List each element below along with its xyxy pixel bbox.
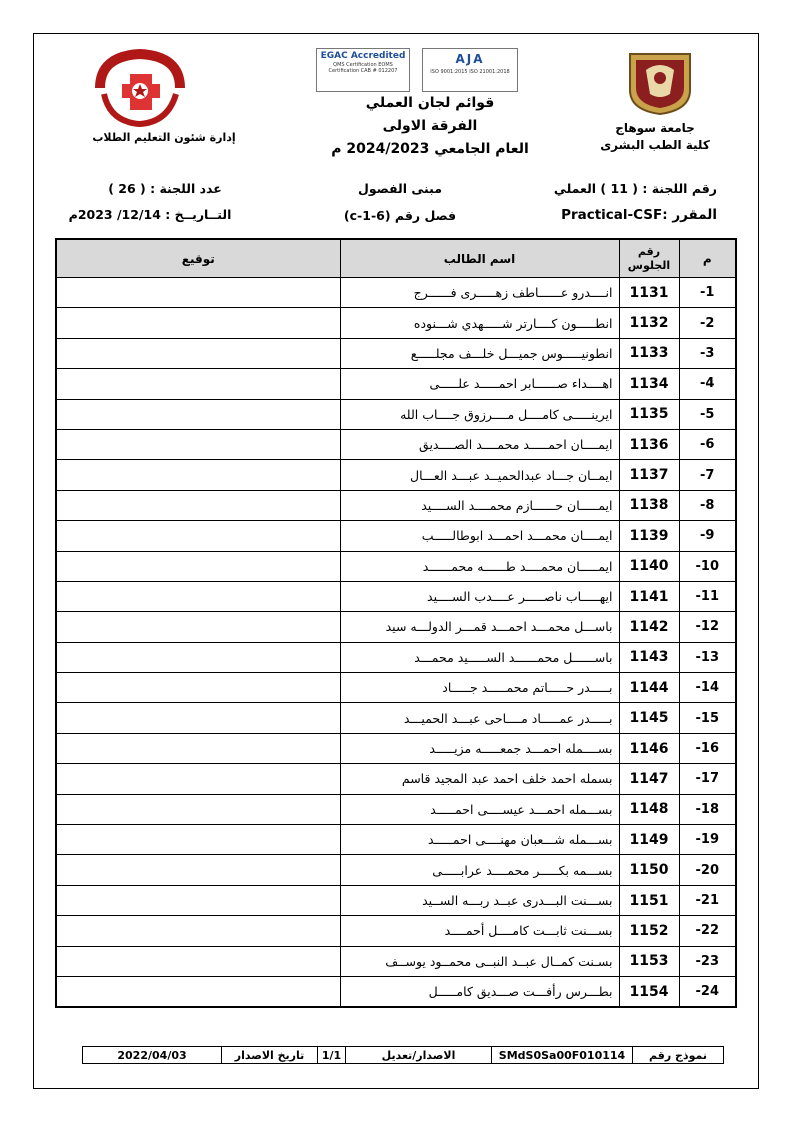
- form-label: نموذج رقم: [632, 1047, 723, 1063]
- signature-cell: [56, 551, 340, 581]
- table-row: [56, 521, 736, 551]
- table-body: [56, 278, 736, 1008]
- student-name: باســـل محمـــد احمـــد قمـــر الدولـــه سيد: [340, 612, 619, 642]
- seat-number: 1143: [619, 642, 679, 672]
- row-index: -4: [679, 369, 736, 399]
- seat-number: 1151: [619, 885, 679, 915]
- signature-cell: [56, 673, 340, 703]
- edition-label: الاصدار/تعديل: [345, 1047, 491, 1063]
- signature-cell: [56, 278, 340, 308]
- seat-number: 1131: [619, 278, 679, 308]
- signature-cell: [56, 460, 340, 490]
- document-title: [300, 92, 560, 161]
- row-index: -10: [679, 551, 736, 581]
- seat-number: 1144: [619, 673, 679, 703]
- seat-number: 1147: [619, 764, 679, 794]
- student-name: بســــمله احمـــد جمعـــــه مزيـــــد: [340, 733, 619, 763]
- student-name: ايمــــان احمـــــد محمــــد الصــــديق: [340, 429, 619, 459]
- table-row: [56, 581, 736, 611]
- form-footer: [82, 1046, 724, 1064]
- seat-number: 1150: [619, 855, 679, 885]
- table-row: [56, 885, 736, 915]
- student-name: بســـمله احمـــد عيســــى احمـــــد: [340, 794, 619, 824]
- row-index: -16: [679, 733, 736, 763]
- seat-number: 1136: [619, 429, 679, 459]
- student-name: بسمله احمد خلف احمد عبد المجيد قاسم: [340, 764, 619, 794]
- student-name: انــــدرو عــــــاطف زهـــــرى فــــــرج: [340, 278, 619, 308]
- row-index: -13: [679, 642, 736, 672]
- header-student-name: اسم الطالب: [340, 239, 619, 278]
- header-seat-label: رقم: [637, 244, 661, 258]
- aja-logo-subtext: ISO 9001:2015 ISO 21001:2018: [430, 69, 510, 75]
- signature-cell: [56, 885, 340, 915]
- row-index: -23: [679, 946, 736, 976]
- table-row: [56, 764, 736, 794]
- row-index: -24: [679, 976, 736, 1007]
- seat-number: 1134: [619, 369, 679, 399]
- seat-number: 1148: [619, 794, 679, 824]
- student-name: بـــــدر حـــــاتم محمـــــد جـــــاد: [340, 673, 619, 703]
- students-table: [55, 238, 737, 1008]
- seat-number: 1152: [619, 916, 679, 946]
- university-seal-logo: [624, 50, 696, 116]
- seat-number: 1137: [619, 460, 679, 490]
- title-line-1: قوائم لجان العملي: [365, 95, 495, 111]
- seat-number: 1140: [619, 551, 679, 581]
- seat-number: 1138: [619, 490, 679, 520]
- row-index: -14: [679, 673, 736, 703]
- student-name: بطـــرس رأفـــت صـــديق كامـــــل: [340, 976, 619, 1007]
- header-seat-number: [619, 239, 679, 278]
- seat-number: 1142: [619, 612, 679, 642]
- header-signature: توقيع: [56, 239, 340, 278]
- row-index: -6: [679, 429, 736, 459]
- student-name: بســـمله شـــعبان مهنــــى احمـــــد: [340, 825, 619, 855]
- table-row: [56, 976, 736, 1007]
- course-name: المقرر :Practical-CSF: [561, 207, 717, 223]
- row-index: -9: [679, 521, 736, 551]
- signature-cell: [56, 733, 340, 763]
- table-header-row: [56, 239, 736, 278]
- university-block: [590, 120, 720, 154]
- row-index: -3: [679, 338, 736, 368]
- table-row: [56, 673, 736, 703]
- row-index: -12: [679, 612, 736, 642]
- row-index: -20: [679, 855, 736, 885]
- table-row: [56, 946, 736, 976]
- signature-cell: [56, 338, 340, 368]
- student-name: اهــــداء صــــــابر احمـــــد علـــــى: [340, 369, 619, 399]
- student-name: ايمـــــان حــــــازم محمــــد الســــيد: [340, 490, 619, 520]
- seat-number: 1149: [619, 825, 679, 855]
- signature-cell: [56, 855, 340, 885]
- signature-cell: [56, 399, 340, 429]
- signature-cell: [56, 946, 340, 976]
- signature-cell: [56, 369, 340, 399]
- signature-cell: [56, 521, 340, 551]
- committee-date: التــاريــخ : 12/14/ 2023م: [68, 207, 232, 222]
- row-index: -11: [679, 581, 736, 611]
- seat-number: 1154: [619, 976, 679, 1007]
- seat-number: 1141: [619, 581, 679, 611]
- row-index: -8: [679, 490, 736, 520]
- student-name: بســـمه بكـــــر محمــــد عرابـــــى: [340, 855, 619, 885]
- table-row: [56, 369, 736, 399]
- student-name: انطـــــون كــــارتر شـــــهدي شـــنوده: [340, 308, 619, 338]
- faculty-name: كلية الطب البشرى: [600, 138, 710, 152]
- egac-logo-text: EGAC Accredited: [320, 51, 406, 61]
- certification-logos: [316, 48, 516, 90]
- row-index: -21: [679, 885, 736, 915]
- hospital-logo: [80, 44, 198, 130]
- seat-number: 1133: [619, 338, 679, 368]
- signature-cell: [56, 825, 340, 855]
- student-name: بســـنت ثابـــت كامــــل أحمــــد: [340, 916, 619, 946]
- signature-cell: [56, 642, 340, 672]
- student-name: باســــــل محمــــــد الســـــيد محمـــد: [340, 642, 619, 672]
- student-name: ايرينـــــى كامــــل مــــرزوق جــــاب الله: [340, 399, 619, 429]
- signature-cell: [56, 916, 340, 946]
- seat-number: 1132: [619, 308, 679, 338]
- table-row: [56, 308, 736, 338]
- student-name: ايهـــــاب ناصـــــر عــــدب الســــيد: [340, 581, 619, 611]
- form-number: SMdS0Sa00F010114: [491, 1047, 632, 1063]
- seat-number: 1139: [619, 521, 679, 551]
- signature-cell: [56, 703, 340, 733]
- row-index: -22: [679, 916, 736, 946]
- university-name: جامعة سوهاج: [615, 121, 695, 135]
- signature-cell: [56, 581, 340, 611]
- table-row: [56, 278, 736, 308]
- student-name: ايمــان جـــاد عبدالحميــد عبـــد العـــال: [340, 460, 619, 490]
- signature-cell: [56, 764, 340, 794]
- table-row: [56, 399, 736, 429]
- table-row: [56, 733, 736, 763]
- seat-number: 1145: [619, 703, 679, 733]
- table-row: [56, 916, 736, 946]
- table-row: [56, 338, 736, 368]
- seat-number: 1146: [619, 733, 679, 763]
- building-name: مبنى الفصول: [358, 181, 442, 196]
- edition-value: 1/1: [317, 1047, 345, 1063]
- egac-logo-subtext: QMS Certification EOMS Certification CAB # 012207: [328, 62, 398, 74]
- student-name: بـــــدر عمـــــاد مــــاحى عبـــد الحميـــد: [340, 703, 619, 733]
- classroom-number: فصل رقم (6-1-c): [343, 208, 457, 223]
- student-name: بسـنت كمــال عبــد النبــى محمــود يوســف: [340, 946, 619, 976]
- table-row: [56, 825, 736, 855]
- issue-date-label: تاريخ الاصدار: [221, 1047, 317, 1063]
- row-index: -15: [679, 703, 736, 733]
- signature-cell: [56, 976, 340, 1007]
- table-row: [56, 490, 736, 520]
- header-index: م: [679, 239, 736, 278]
- signature-cell: [56, 612, 340, 642]
- signature-cell: [56, 490, 340, 520]
- row-index: -5: [679, 399, 736, 429]
- title-line-3: العام الجامعي 2024/2023 م: [331, 141, 529, 157]
- student-name: بســـنت البـــدرى عبــد ربـــه الســيد: [340, 885, 619, 915]
- row-index: -17: [679, 764, 736, 794]
- student-name: ايمـــــان محمــــد طــــــه محمــــــد: [340, 551, 619, 581]
- table-row: [56, 703, 736, 733]
- table-row: [56, 551, 736, 581]
- title-line-2: الفرقة الاولى: [382, 118, 478, 134]
- table-row: [56, 855, 736, 885]
- row-index: -1: [679, 278, 736, 308]
- student-affairs-office: إدارة شئون التعليم الطلاب: [92, 131, 236, 144]
- seat-number: 1153: [619, 946, 679, 976]
- header-seat-sublabel: الجلوس: [627, 258, 671, 272]
- table-row: [56, 429, 736, 459]
- table-row: [56, 642, 736, 672]
- table-row: [56, 460, 736, 490]
- row-index: -7: [679, 460, 736, 490]
- committee-count: عدد اللجنة : ( 26 ): [108, 181, 222, 196]
- table-row: [56, 612, 736, 642]
- seat-number: 1135: [619, 399, 679, 429]
- signature-cell: [56, 794, 340, 824]
- committee-number: رقم اللجنة : ( 11 ) العملي: [553, 181, 717, 196]
- signature-cell: [56, 429, 340, 459]
- table-row: [56, 794, 736, 824]
- row-index: -18: [679, 794, 736, 824]
- row-index: -19: [679, 825, 736, 855]
- signature-cell: [56, 308, 340, 338]
- issue-date: 2022/04/03: [117, 1048, 187, 1062]
- student-name: انطونيـــــوس جميـــل خلـــف مجلـــــع: [340, 338, 619, 368]
- aja-logo-text: AJA: [455, 52, 485, 66]
- row-index: -2: [679, 308, 736, 338]
- student-name: ايمــــان محمـــد احمـــد ابوطالـــــب: [340, 521, 619, 551]
